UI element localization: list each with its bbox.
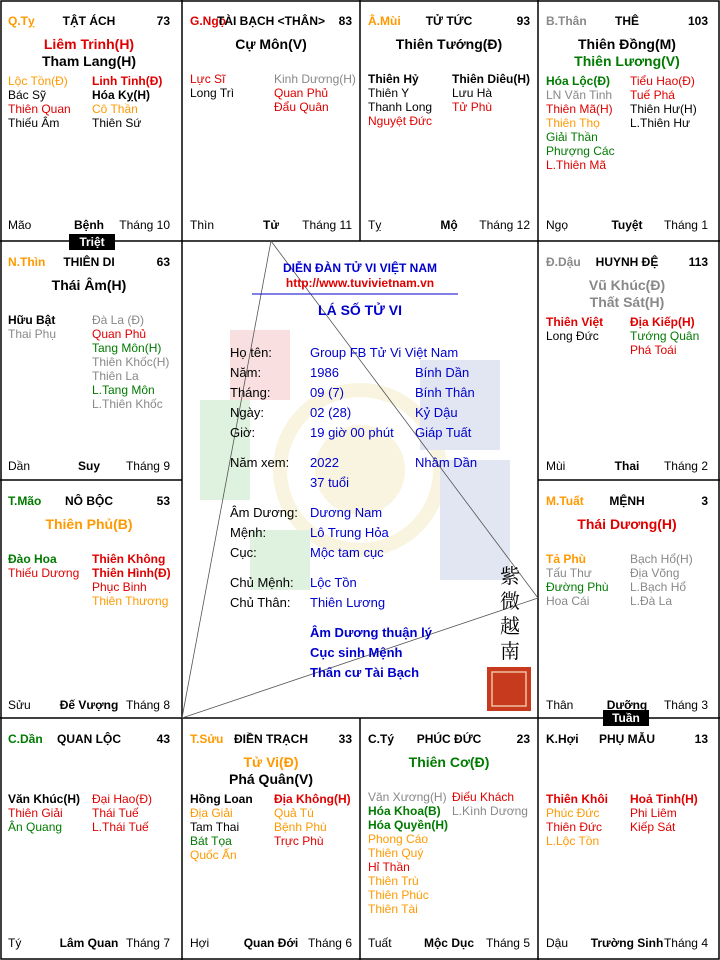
palace-name: NÔ BỘC	[65, 494, 113, 508]
palace-truong-sinh: Mộ	[440, 218, 458, 232]
star: L.Thiên Khốc	[92, 397, 163, 411]
stars-right	[630, 792, 698, 834]
viewer-age: 37 tuổi	[310, 475, 350, 490]
palace-name: PHỤ MẪU	[599, 732, 655, 746]
star: Quan Phủ	[274, 86, 329, 100]
info-label: Năm:	[230, 365, 262, 380]
info-label: Năm xem:	[230, 455, 290, 470]
stars-right	[630, 315, 699, 357]
info-value: 2022	[310, 455, 339, 470]
palace-dai-han-chi: Mùi	[546, 459, 566, 473]
info-can-chi: Bính Thân	[415, 385, 475, 400]
star: Long Đức	[546, 329, 599, 343]
star: Thiên Khốc(H)	[92, 355, 170, 369]
star: Thiên Y	[368, 86, 410, 100]
palace-age: 83	[338, 14, 352, 28]
info-value: Lô Trung Hỏa	[310, 525, 389, 540]
star: Thiên Khôi	[546, 792, 608, 806]
star: Nguyệt Đức	[368, 114, 433, 128]
star: Thiên Thọ	[546, 116, 600, 130]
info-label: Âm Dương:	[230, 505, 298, 520]
palace-header	[8, 255, 170, 271]
chart-note: Thân cư Tài Bạch	[310, 665, 420, 680]
palace-footer	[546, 459, 708, 473]
palace-header	[190, 14, 352, 30]
palace-truong-sinh: Tử	[262, 218, 280, 232]
main-star: Cự Môn(V)	[235, 36, 307, 52]
triet-badge: Triệt	[69, 234, 115, 250]
palace-mui[interactable]	[360, 0, 538, 240]
palace-header	[368, 732, 530, 748]
star: Hỉ Thần	[368, 860, 410, 874]
palace-can-chi: Â.Mùi	[368, 14, 401, 28]
main-star: Phá Quân(V)	[228, 771, 313, 787]
palace-age: 73	[156, 14, 170, 28]
tuan-badge: Tuần	[603, 710, 649, 726]
seal-char: 微	[500, 589, 520, 613]
star: Thiên Hư(H)	[630, 102, 697, 116]
star: Thiên Phúc	[368, 888, 429, 902]
star: Địa Võng	[630, 566, 680, 580]
palace-dai-han-chi: Tý	[8, 936, 22, 950]
main-star: Liêm Trinh(H)	[43, 36, 135, 52]
palace-can-chi: G.Ngọ	[190, 14, 226, 28]
info-label: Tháng:	[230, 385, 271, 400]
stars-left	[8, 74, 71, 130]
palace-age: 13	[694, 732, 708, 746]
palace-age: 33	[338, 732, 352, 746]
info-label: Giờ:	[230, 425, 256, 440]
star: Địa Không(H)	[274, 792, 351, 806]
stars-right	[92, 74, 162, 130]
palace-can-chi: M.Tuất	[546, 494, 584, 508]
stars-left	[8, 313, 56, 341]
main-star: Thái Âm(H)	[51, 277, 127, 293]
star: Giải Thần	[546, 130, 598, 144]
star: Thiên Đức	[546, 820, 603, 834]
stars-left	[368, 790, 448, 916]
palace-ngo[interactable]	[182, 0, 360, 240]
palace-age: 43	[156, 732, 170, 746]
star: L.Lộc Tồn	[546, 834, 600, 848]
palace-footer	[8, 218, 170, 232]
star: Long Trì	[190, 86, 235, 100]
palace-can-chi: K.Hợi	[546, 732, 579, 746]
info-value: Dương Nam	[310, 505, 383, 520]
star: Thiên Hỷ	[368, 72, 419, 86]
palace-dau[interactable]	[538, 241, 716, 481]
palace-age: 3	[701, 494, 708, 508]
star: Bệnh Phù	[274, 820, 327, 834]
star: Kiếp Sát	[630, 820, 676, 834]
palace-truong-sinh: Tuyệt	[611, 218, 643, 232]
star: Địa Kiếp(H)	[630, 315, 695, 329]
seal-char: 越	[500, 614, 520, 638]
star: Thiên Việt	[546, 315, 604, 329]
palace-ty[interactable]	[0, 0, 178, 240]
stars-left	[546, 792, 608, 848]
star: Thiên Quý	[368, 846, 424, 860]
star: Đào Hoa	[8, 552, 57, 566]
stars-left	[8, 552, 79, 580]
stars-right	[92, 792, 152, 834]
stars-right	[452, 72, 530, 114]
palace-can-chi: Q.Tỵ	[8, 14, 35, 28]
palace-header	[368, 14, 530, 30]
palace-tuat[interactable]	[538, 480, 716, 720]
info-can-chi: Kỷ Dậu	[415, 405, 458, 420]
stars-right	[630, 74, 697, 130]
stars-left	[190, 72, 234, 100]
star: Thanh Long	[368, 100, 433, 114]
stars-left	[546, 315, 603, 343]
palace-month: Tháng 9	[125, 459, 170, 473]
star: Hoa Cái	[546, 594, 590, 608]
star: LN Văn Tinh	[546, 88, 613, 102]
palace-age: 63	[156, 255, 170, 269]
palace-footer	[546, 936, 708, 950]
stars-left	[8, 792, 80, 834]
palace-age: 113	[688, 255, 708, 269]
main-star: Thiên Tướng(Đ)	[395, 36, 503, 52]
star: Văn Xương(H)	[368, 790, 447, 804]
palace-header	[8, 14, 170, 30]
star: Phong Cáo	[368, 832, 429, 846]
star: Bác Sỹ	[8, 88, 47, 102]
palace-dai-han-chi: Tỵ	[368, 218, 382, 232]
main-star: Thiên Lương(V)	[574, 53, 680, 69]
chart-note: Âm Dương thuận lý	[310, 625, 432, 640]
star: Quan Phủ	[92, 327, 147, 341]
stars-left	[368, 72, 432, 128]
star: Hóa Kỵ(H)	[92, 88, 151, 102]
palace-age: 53	[156, 494, 170, 508]
palace-than[interactable]	[538, 0, 716, 240]
palace-footer	[190, 218, 352, 232]
palace-month: Tháng 6	[307, 936, 352, 950]
palace-footer	[190, 936, 352, 950]
palace-month: Tháng 10	[119, 218, 170, 232]
main-star: Vũ Khúc(Đ)	[588, 277, 666, 293]
star: Quả Tú	[274, 806, 314, 820]
palace-truong-sinh: Dưỡng	[606, 698, 648, 712]
star: Thiên Thương	[92, 594, 169, 608]
palace-dai-han-chi: Thân	[546, 698, 574, 712]
palace-header	[8, 732, 170, 748]
star: Trực Phù	[274, 834, 324, 848]
star: Tử Phù	[452, 100, 493, 114]
star: Thiên Sứ	[92, 116, 142, 130]
palace-name: TẬT ÁCH	[62, 14, 116, 28]
star: Phục Binh	[92, 580, 147, 594]
chart-note: Cục sinh Mệnh	[310, 645, 403, 660]
star: Địa Giải	[190, 806, 233, 820]
star: Tang Môn(H)	[92, 341, 162, 355]
palace-can-chi: B.Thân	[546, 14, 587, 28]
palace-footer	[546, 218, 708, 232]
info-label: Chủ Mệnh:	[230, 575, 294, 590]
star: Đẩu Quân	[274, 100, 329, 114]
palace-header	[546, 494, 708, 510]
star: Đà La (Đ)	[92, 313, 145, 327]
palace-month: Tháng 1	[663, 218, 708, 232]
info-value: Mộc tam cục	[310, 545, 384, 560]
palace-dai-han-chi: Ngọ	[546, 218, 569, 232]
star: Ân Quang	[8, 820, 63, 834]
palace-month: Tháng 8	[125, 698, 170, 712]
palace-truong-sinh: Lâm Quan	[59, 936, 119, 950]
star: Thiên Trù	[368, 874, 419, 888]
seal-calligraphy	[496, 564, 524, 664]
star: Đại Hao(Đ)	[92, 792, 153, 806]
star: Phi Liêm	[630, 806, 677, 820]
stars-right	[630, 552, 693, 608]
star: Lưu Hà	[452, 86, 493, 100]
star: Tả Phù	[546, 552, 587, 566]
palace-month: Tháng 2	[663, 459, 708, 473]
palace-month: Tháng 5	[485, 936, 530, 950]
star: Tiểu Hao(Đ)	[630, 74, 695, 88]
palace-thin[interactable]	[0, 241, 178, 481]
star: Điếu Khách	[452, 790, 515, 804]
palace-header	[546, 14, 708, 30]
stars-right	[92, 313, 169, 411]
palace-header	[546, 255, 708, 271]
palace-header	[190, 732, 352, 748]
star: Hữu Bật	[8, 313, 56, 327]
palace-footer	[368, 218, 530, 232]
palace-ty2[interactable]	[360, 718, 538, 958]
info-value: 19 giờ 00 phút	[310, 425, 394, 440]
star: L.Kình Dương	[452, 804, 528, 818]
star: Kinh Dương(H)	[274, 72, 356, 86]
stars-left	[546, 74, 615, 172]
palace-dai-han-chi: Tuất	[368, 936, 392, 950]
palace-footer	[8, 936, 170, 950]
star: Phúc Đức	[546, 806, 600, 820]
star: Thiên La	[92, 369, 139, 383]
palace-truong-sinh: Đế Vượng	[59, 698, 119, 712]
info-value: 09 (7)	[310, 385, 344, 400]
palace-age: 93	[516, 14, 530, 28]
star: Thiên Không	[92, 552, 166, 566]
palace-dai-han-chi: Thìn	[190, 218, 215, 232]
star: Thiên Diêu(H)	[452, 72, 530, 86]
palace-truong-sinh: Mộc Dục	[423, 936, 474, 950]
palace-footer	[546, 698, 708, 712]
info-label: Họ tên:	[230, 345, 272, 360]
palace-truong-sinh: Quan Đới	[243, 936, 299, 950]
palace-truong-sinh: Suy	[77, 459, 100, 473]
info-can-chi: Nhâm Dần	[415, 455, 478, 470]
stars-left	[546, 552, 609, 608]
star: Cô Thần	[92, 102, 138, 116]
star: Tướng Quân	[630, 329, 700, 343]
main-star: Tử Vi(Đ)	[243, 754, 299, 770]
star: Hóa Lộc(Đ)	[546, 74, 610, 88]
main-star: Thiên Phủ(B)	[45, 516, 133, 532]
palace-month: Tháng 7	[125, 936, 170, 950]
main-star: Thiên Đồng(M)	[578, 36, 676, 52]
palace-footer	[8, 459, 170, 473]
info-label: Chủ Thân:	[230, 595, 291, 610]
palace-dai-han-chi: Sửu	[8, 698, 31, 712]
palace-truong-sinh: Thai	[614, 459, 640, 473]
palace-dan[interactable]	[0, 718, 178, 958]
main-star: Tham Lang(H)	[41, 53, 137, 69]
palace-can-chi: C.Tý	[368, 732, 395, 746]
palace-name: TÀI BẠCH <THÂN>	[216, 14, 325, 28]
star: Thai Phụ	[8, 327, 57, 341]
red-seal	[487, 667, 531, 711]
info-value: Thiên Lương	[310, 595, 386, 610]
stars-right	[452, 790, 528, 818]
palace-name: THÊ	[615, 14, 639, 28]
palace-truong-sinh: Bệnh	[74, 218, 104, 232]
palace-month: Tháng 11	[302, 218, 352, 232]
star: Hoả Tinh(H)	[630, 792, 698, 806]
info-can-chi: Bính Dần	[415, 365, 470, 380]
info-value: Group FB Tử Vi Việt Nam	[310, 345, 459, 360]
palace-name: QUAN LỘC	[57, 732, 121, 746]
star: Thiên Quan	[8, 102, 71, 116]
info-label: Cục:	[230, 545, 257, 560]
palace-dai-han-chi: Mão	[8, 218, 32, 232]
palace-month: Tháng 3	[663, 698, 708, 712]
star: Tam Thai	[190, 820, 240, 834]
star: Phá Toái	[630, 343, 677, 357]
palace-age: 103	[687, 14, 708, 28]
palace-name: HUYNH ĐỆ	[595, 255, 659, 269]
palace-age: 23	[516, 732, 530, 746]
palace-suu[interactable]	[182, 718, 360, 958]
star: Tấu Thư	[546, 566, 592, 580]
star: L.Đà La	[630, 594, 673, 608]
palace-footer	[368, 936, 530, 950]
palace-dai-han-chi: Dậu	[546, 936, 569, 950]
chart-title: LÁ SỐ TỬ VI	[318, 302, 402, 318]
stars-right	[274, 72, 356, 114]
palace-name: MỆNH	[609, 494, 645, 508]
palace-hoi[interactable]	[538, 718, 716, 958]
star: Thiên Giải	[8, 806, 63, 820]
palace-can-chi: N.Thìn	[8, 255, 46, 269]
star: Thái Tuế	[92, 806, 139, 820]
star: Phượng Các	[546, 144, 615, 158]
palace-name: ĐIỀN TRẠCH	[234, 732, 308, 746]
star: Thiên Hình(Đ)	[92, 566, 171, 580]
star: Văn Khúc(H)	[8, 792, 80, 806]
stars-left	[190, 792, 253, 862]
star: Hồng Loan	[190, 792, 253, 806]
star: Thiên Mã(H)	[546, 102, 613, 116]
star: Hóa Quyền(H)	[368, 818, 449, 832]
palace-header	[8, 494, 170, 510]
seal-char: 紫	[500, 564, 520, 588]
main-star: Thiên Cơ(Đ)	[408, 754, 490, 770]
star: Quốc Ấn	[190, 848, 237, 862]
site-title: DIỄN ĐÀN TỬ VI VIỆT NAM	[283, 261, 437, 275]
stars-right	[274, 792, 351, 848]
palace-month: Tháng 4	[663, 936, 708, 950]
palace-can-chi: T.Mão	[8, 494, 42, 508]
info-label: Ngày:	[230, 405, 264, 420]
star: Thiếu Dương	[8, 566, 80, 580]
star: Tuế Phá	[630, 88, 675, 102]
info-label: Mệnh:	[230, 525, 267, 540]
star: Thiếu Âm	[8, 116, 60, 130]
info-value: Lộc Tồn	[310, 575, 357, 590]
star: Linh Tinh(Đ)	[92, 74, 163, 88]
star: L.Thái Tuế	[92, 820, 149, 834]
star: Bạch Hổ(H)	[630, 552, 693, 566]
star: L.Bạch Hổ	[630, 580, 687, 594]
palace-dai-han-chi: Hợi	[190, 936, 210, 950]
star: L.Thiên Hư	[630, 116, 691, 130]
star: Lộc Tồn(Đ)	[8, 74, 68, 88]
palace-footer	[8, 698, 170, 712]
info-value: 1986	[310, 365, 339, 380]
main-star: Thái Dương(H)	[577, 516, 677, 532]
star: Bát Tọa	[190, 834, 232, 848]
palace-dai-han-chi: Dần	[8, 459, 31, 473]
stars-right	[92, 552, 171, 608]
star: Thiên Tài	[368, 902, 418, 916]
palace-can-chi: C.Dần	[8, 732, 43, 746]
palace-can-chi: T.Sửu	[190, 732, 224, 746]
palace-name: THIÊN DI	[63, 255, 115, 269]
palace-name: PHÚC ĐỨC	[416, 732, 482, 746]
palace-truong-sinh: Trường Sinh	[590, 936, 664, 950]
info-can-chi: Giáp Tuất	[415, 425, 472, 440]
star: L.Tang Môn	[92, 383, 155, 397]
palace-month: Tháng 12	[479, 218, 530, 232]
info-value: 02 (28)	[310, 405, 352, 420]
star: Hóa Khoa(B)	[368, 804, 441, 818]
main-star: Thất Sát(H)	[589, 294, 665, 310]
palace-can-chi: Đ.Dậu	[546, 255, 581, 269]
star: Đường Phù	[546, 580, 609, 594]
star: L.Thiên Mã	[546, 158, 607, 172]
palace-header	[546, 732, 708, 748]
palace-name: TỬ TỨC	[425, 14, 473, 28]
palace-mao[interactable]	[0, 480, 178, 720]
seal-char: 南	[500, 639, 520, 663]
star: Lực Sĩ	[190, 72, 226, 86]
site-url[interactable]: http://www.tuvivietnam.vn	[285, 276, 435, 290]
